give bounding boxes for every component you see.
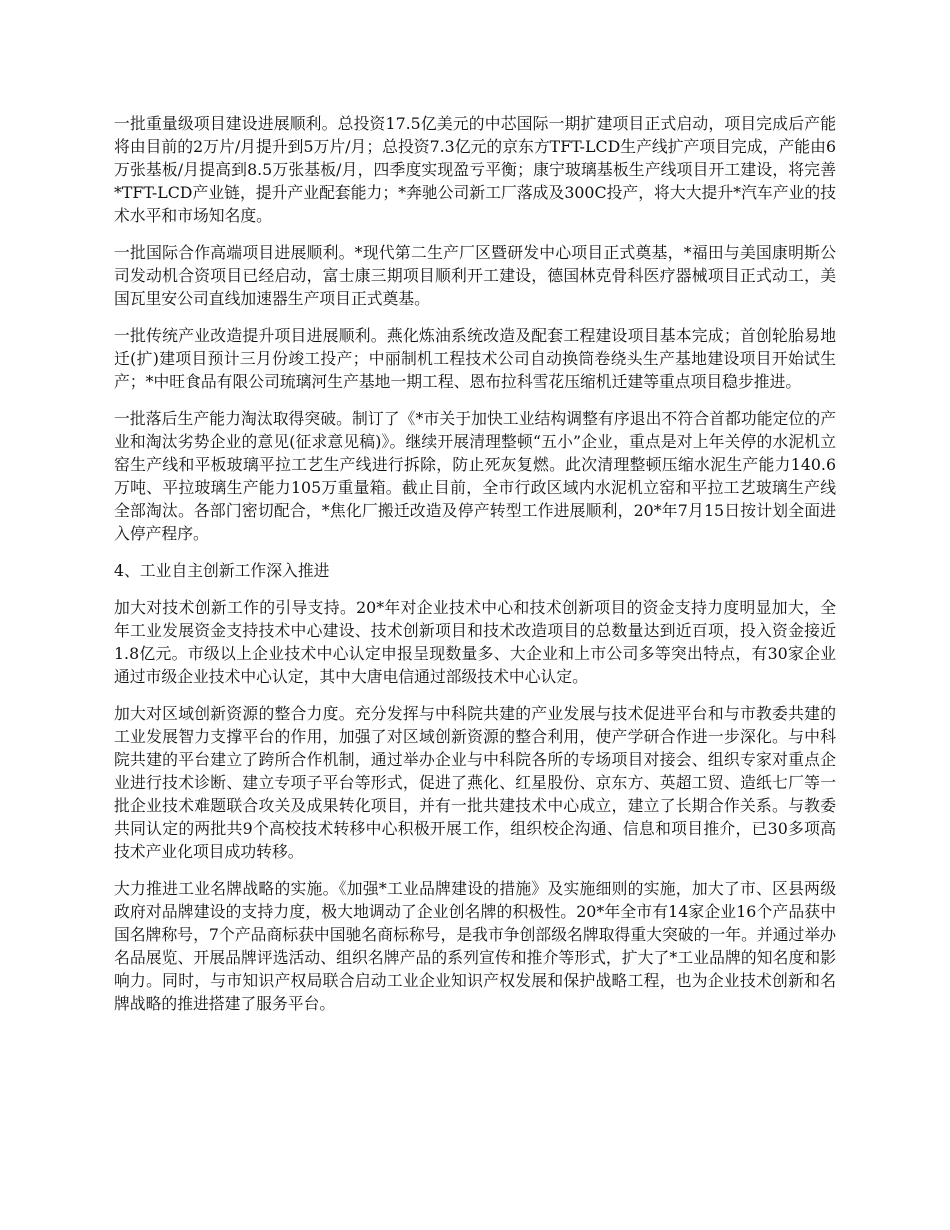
document-body: [114, 112, 836, 1029]
section-heading-innovation: 4、工业自主创新工作深入推进: [114, 561, 330, 580]
paragraph-international-cooperation: 一批国际合作高端项目进展顺利。*现代第二生产厂区暨研发中心项目正式奠基，*福田与美国康明斯公司发动机合资项目已经启动，富士康三期项目顺利开工建设，德国林克骨科医疗器械项目正式动工，美国瓦里安公司直线加速器生产项目正式奠基。: [114, 243, 836, 308]
paragraph-regional-innovation: 加大对区域创新资源的整合力度。充分发挥与中科院共建的产业发展与技术促进平台和与市教委共建的工业发展智力支撑平台的作用，加强了对区域创新资源的整合利用，使产学研合作进一步深化。与中科院共建的平台建立了跨所合作机制，通过举办企业与中科院各所的专场项目对接会、组织专家对重点企业进行技术诊断、建立专项子平台等形式，促进了燕化、红星股份、京东方、英超工贸、造纸七厂等一批企业技术难题联合攻关及成果转化项目，并有一批共建技术中心成立，建立了长期合作关系。与教委共同认定的两批共9个高校技术转移中心积极开展工作，组织校企沟通、信息和项目推介，已30多项高技术产业化项目成功转移。: [114, 704, 836, 861]
paragraph-heavyweight-projects: 一批重量级项目建设进展顺利。总投资17.5亿美元的中芯国际一期扩建项目正式启动，项目完成后产能将由目前的2万片/月提升到5万片/月；总投资7.3亿元的京东方TFT-LCD生产线扩产项目完成，产能由6万张基板/月提高到8.5万张基板/月，四季度实现盈亏平衡；康宁玻璃基板生产线项目开工建设，将完善*TFT-LCD产业链，提升产业配套能力；*奔驰公司新工厂落成及300C投产，将大大提升*汽车产业的技术水平和市场知名度。: [114, 114, 836, 225]
paragraph-traditional-industry: 一批传统产业改造提升项目进展顺利。燕化炼油系统改造及配套工程建设项目基本完成；首创轮胎易地迁(扩)建项目预计三月份竣工投产；中丽制机工程技术公司自动换筒卷绕头生产基地建设项目开始试生产；*中旺食品有限公司琉璃河生产基地一期工程、恩布拉科雪花压缩机迁建等重点项目稳步推进。: [114, 326, 836, 391]
paragraph-capacity-elimination: 一批落后生产能力淘汰取得突破。制订了《*市关于加快工业结构调整有序退出不符合首都功能定位的产业和淘汰劣势企业的意见(征求意见稿)》。继续开展清理整顿“五小”企业，重点是对上年关停的水泥机立窑生产线和平板玻璃平拉工艺生产线进行拆除，防止死灰复燃。此次清理整顿压缩水泥生产能力140.6万吨、平拉玻璃生产能力105万重量箱。截止目前，全市行政区域内水泥机立窑和平拉工艺玻璃生产线全部淘汰。各部门密切配合，*焦化厂搬迁改造及停产转型工作进展顺利，20*年7月15日按计划全面进入停产程序。: [114, 409, 836, 543]
paragraph-brand-strategy: 大力推进工业名牌战略的实施。《加强*工业品牌建设的措施》及实施细则的实施，加大了市、区县两级政府对品牌建设的支持力度，极大地调动了企业创名牌的积极性。20*年全市有14家企业16个产品获中国名牌称号，7个产品商标获中国驰名商标称号，是我市争创部级名牌取得重大突破的一年。并通过举办名品展览、开展品牌评选活动、组织名牌产品的系列宣传和推介等形式，扩大了*工业品牌的知名度和影响力。同时，与市知识产权局联合启动工业企业知识产权发展和保护战略工程，也为企业技术创新和名牌战略的推进搭建了服务平台。: [114, 879, 836, 1013]
paragraph-tech-innovation-support: 加大对技术创新工作的引导支持。20*年对企业技术中心和技术创新项目的资金支持力度明显加大，全年工业发展资金支持技术中心建设、技术创新项目和技术改造项目的总数量达到近百项，投入资金接近1.8亿元。市级以上企业技术中心认定申报呈现数量多、大企业和上市公司多等突出特点，有30家企业通过市级企业技术中心认定，其中大唐电信通过部级技术中心认定。: [114, 598, 836, 686]
